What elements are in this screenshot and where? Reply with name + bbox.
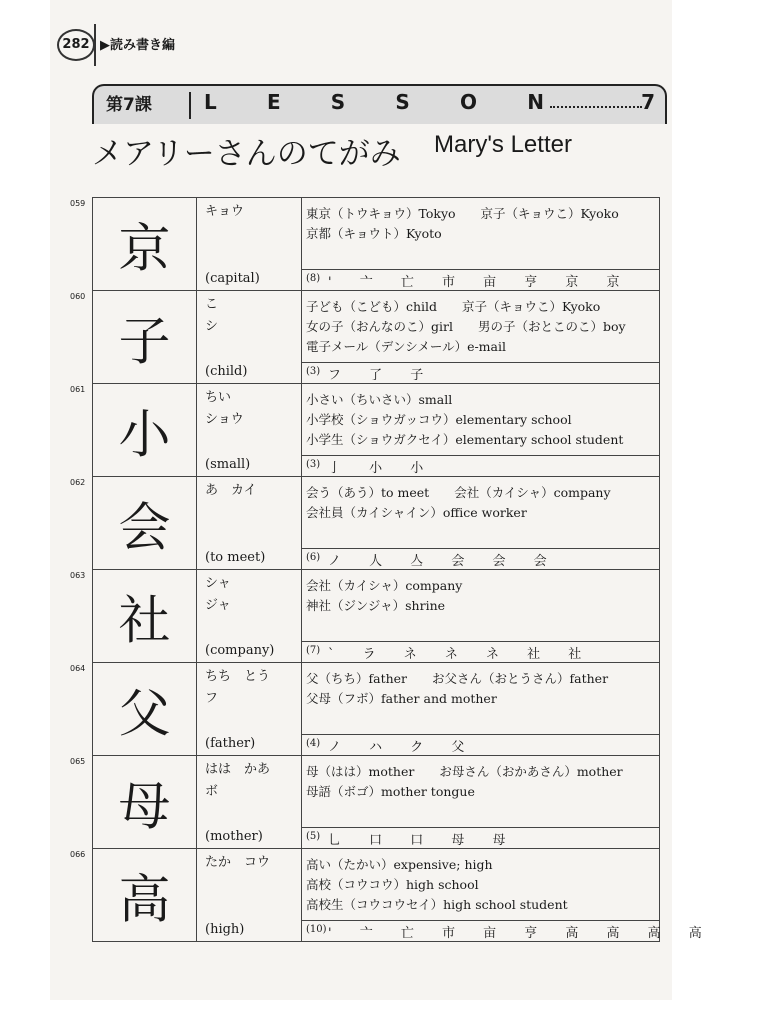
kanji-cell bbox=[93, 384, 197, 476]
entry-number: 066 bbox=[70, 850, 86, 859]
kanji-character: 京 bbox=[118, 219, 171, 280]
kanji-cell bbox=[93, 849, 197, 941]
lesson-word bbox=[204, 90, 544, 114]
stroke-order: ' 亠 亡 市 亩 亨 高 高 高 高 bbox=[328, 926, 714, 941]
stroke-order: ノ ハ ク 父 bbox=[328, 740, 477, 755]
stroke-order-row bbox=[302, 827, 659, 848]
header-divider bbox=[94, 24, 96, 66]
kanji-character: 小 bbox=[118, 405, 171, 466]
kanji-character: 父 bbox=[118, 684, 171, 745]
example-word: 会社員（カイシャイン）office worker bbox=[306, 505, 527, 520]
example-word: 母（はは）mother お母さん（おかあさん）mother bbox=[306, 764, 623, 779]
kanji-reading: こ bbox=[205, 297, 219, 312]
stroke-count: (5) bbox=[306, 831, 321, 842]
reading-cell bbox=[197, 849, 302, 941]
stroke-order-row bbox=[302, 734, 659, 755]
example-word: 会社（カイシャ）company bbox=[306, 578, 463, 593]
kanji-cell bbox=[93, 663, 197, 755]
lesson-label: 第7課 bbox=[106, 95, 152, 115]
kanji-meaning: (company) bbox=[205, 643, 275, 658]
lesson-letter: E bbox=[266, 90, 281, 114]
example-word: 母語（ボゴ）mother tongue bbox=[306, 784, 475, 799]
kanji-cell bbox=[93, 291, 197, 383]
kanji-character: 子 bbox=[118, 312, 171, 373]
lesson-dot-leader bbox=[550, 106, 642, 108]
kanji-meaning: (small) bbox=[205, 457, 251, 472]
stroke-count: (3) bbox=[306, 366, 321, 377]
reading-cell bbox=[197, 198, 302, 290]
example-word: 小さい（ちいさい）small bbox=[306, 392, 453, 407]
stroke-order-row bbox=[302, 920, 714, 941]
example-word: 電子メール（デンシメール）e-mail bbox=[306, 339, 506, 354]
example-word: 子ども（こども）child 京子（キョウこ）Kyoko bbox=[306, 299, 601, 314]
reading-cell bbox=[197, 663, 302, 755]
lesson-divider bbox=[189, 92, 191, 119]
kanji-reading: ちい bbox=[205, 390, 232, 405]
reading-cell bbox=[197, 291, 302, 383]
example-word: 高校生（コウコウセイ）high school student bbox=[306, 897, 568, 912]
kanji-cell bbox=[93, 477, 197, 569]
lesson-letter: O bbox=[459, 90, 477, 114]
entry-number: 061 bbox=[70, 385, 86, 394]
kanji-cell bbox=[93, 198, 197, 290]
kanji-reading: フ bbox=[205, 691, 219, 706]
kanji-entry bbox=[93, 663, 659, 756]
kanji-reading: ジャ bbox=[205, 598, 231, 613]
lesson-title-japanese: メアリーさんのてがみ bbox=[92, 136, 401, 172]
lesson-letter: N bbox=[527, 90, 544, 114]
kanji-table bbox=[92, 197, 714, 942]
example-word: 神社（ジンジャ）shrine bbox=[306, 598, 446, 613]
kanji-reading: シ bbox=[205, 319, 219, 334]
stroke-order: フ 了 子 bbox=[328, 368, 436, 383]
entry-number: 062 bbox=[70, 478, 86, 487]
stroke-order: 乚 口 口 母 母 bbox=[328, 833, 518, 848]
example-word: 高校（コウコウ）high school bbox=[306, 877, 479, 892]
lesson-letter: L bbox=[204, 90, 217, 114]
kanji-entry bbox=[93, 477, 659, 570]
kanji-reading: ちち とう bbox=[205, 669, 271, 684]
stroke-count: (10) bbox=[306, 924, 327, 935]
kanji-reading: たか コウ bbox=[205, 855, 271, 870]
kanji-entry bbox=[93, 849, 714, 942]
kanji-character: 母 bbox=[118, 777, 171, 838]
kanji-character: 社 bbox=[118, 591, 171, 652]
kanji-reading: はは かあ bbox=[205, 762, 271, 777]
entry-number: 065 bbox=[70, 757, 86, 766]
reading-cell bbox=[197, 570, 302, 662]
kanji-reading: シャ bbox=[205, 576, 231, 591]
lesson-number: 7 bbox=[641, 90, 655, 114]
stroke-count: (7) bbox=[306, 645, 321, 656]
reading-cell bbox=[197, 756, 302, 848]
kanji-reading: ボ bbox=[205, 784, 219, 799]
lesson-letter: S bbox=[395, 90, 410, 114]
lesson-title-english: Mary's Letter bbox=[434, 131, 572, 158]
stroke-count: (4) bbox=[306, 738, 321, 749]
example-word: 京都（キョウト）Kyoto bbox=[306, 226, 442, 241]
kanji-reading: キョウ bbox=[205, 204, 245, 219]
kanji-meaning: (to meet) bbox=[205, 550, 266, 565]
kanji-reading: ショウ bbox=[205, 412, 244, 427]
kanji-cell bbox=[93, 756, 197, 848]
kanji-cell bbox=[93, 570, 197, 662]
stroke-count: (8) bbox=[306, 273, 321, 284]
stroke-order: ' 亠 亡 市 亩 亨 京 京 bbox=[328, 275, 632, 290]
kanji-entry bbox=[93, 384, 659, 477]
stroke-count: (3) bbox=[306, 459, 321, 470]
kanji-character: 会 bbox=[118, 498, 171, 559]
entry-number: 063 bbox=[70, 571, 86, 580]
kanji-meaning: (father) bbox=[205, 736, 256, 751]
stroke-order-row bbox=[302, 269, 659, 290]
example-word: 小学生（ショウガクセイ）elementary school student bbox=[306, 432, 624, 447]
lesson-letter: S bbox=[330, 90, 346, 114]
reading-cell bbox=[197, 477, 302, 569]
example-word: 会う（あう）to meet 会社（カイシャ）company bbox=[306, 485, 611, 500]
kanji-meaning: (mother) bbox=[205, 829, 263, 844]
example-word: 父母（フボ）father and mother bbox=[306, 691, 497, 706]
kanji-reading: あ カイ bbox=[205, 483, 257, 498]
stroke-order-row bbox=[302, 548, 659, 569]
entry-number: 064 bbox=[70, 664, 86, 673]
kanji-entry bbox=[93, 756, 659, 849]
example-word: 高い（たかい）expensive; high bbox=[306, 857, 493, 872]
kanji-meaning: (high) bbox=[205, 922, 245, 937]
kanji-entry bbox=[93, 570, 659, 663]
stroke-order-row bbox=[302, 641, 659, 662]
entry-number: 060 bbox=[70, 292, 86, 301]
example-word: 小学校（ショウガッコウ）elementary school bbox=[306, 412, 572, 427]
stroke-order: 亅 小 小 bbox=[328, 461, 436, 476]
kanji-character: 高 bbox=[118, 870, 171, 931]
example-word: 女の子（おんなのこ）girl 男の子（おとこのこ）boy bbox=[306, 319, 626, 334]
stroke-count: (6) bbox=[306, 552, 321, 563]
stroke-order-row bbox=[302, 362, 659, 383]
example-word: 父（ちち）father お父さん（おとうさん）father bbox=[306, 671, 609, 686]
stroke-order: ノ 人 亼 会 会 会 bbox=[328, 554, 559, 569]
kanji-entry bbox=[93, 291, 659, 384]
page-number: 282 bbox=[57, 29, 95, 61]
section-title: ▶読み書き編 bbox=[100, 38, 175, 53]
stroke-order-row bbox=[302, 455, 659, 476]
reading-cell bbox=[197, 384, 302, 476]
kanji-meaning: (capital) bbox=[205, 271, 260, 286]
kanji-entry bbox=[93, 198, 659, 291]
lesson-banner bbox=[92, 84, 667, 124]
kanji-meaning: (child) bbox=[205, 364, 248, 379]
stroke-order: ` ラ ネ ネ ネ 社 社 bbox=[328, 647, 594, 662]
example-word: 東京（トウキョウ）Tokyo 京子（キョウこ）Kyoko bbox=[306, 206, 619, 221]
entry-number: 059 bbox=[70, 199, 86, 208]
